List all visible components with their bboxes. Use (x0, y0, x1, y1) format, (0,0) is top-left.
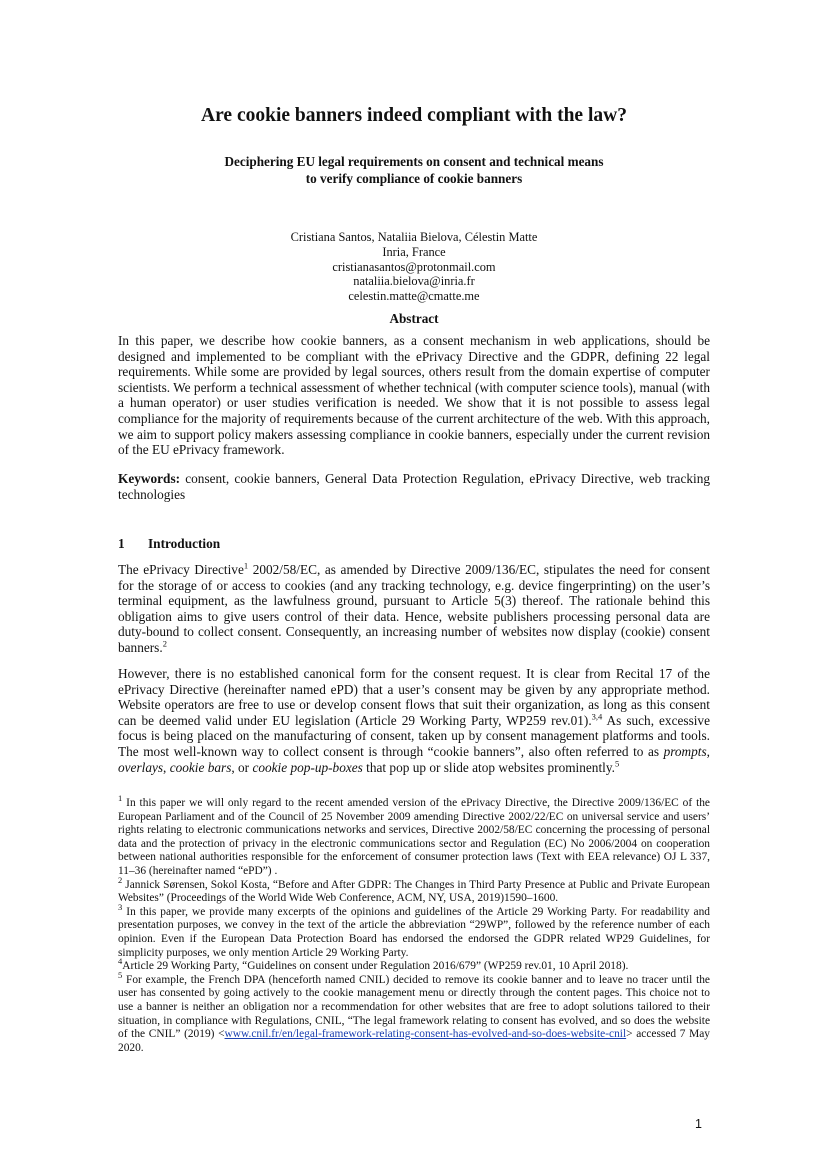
footnote-ref-5[interactable]: 5 (614, 758, 620, 769)
footnote-3-text: In this paper, we provide many excerpts of the opinions and guidelines of the Article 29 Working Party. For readability and presentation purposes, we convey in the text of the article the abbreviation “29WP”, followed by the reference number of each opinion. Even if the European Data Protection Board has endorsed the endorsed the GDPR related WP29 Guidelines, for simplicity purposes, we only mention Article 29 Working Party. (118, 905, 710, 959)
footnotes (118, 793, 710, 1055)
footnote-ref-2[interactable]: 2 (162, 638, 167, 649)
footnote-4-text: Article 29 Working Party, “Guidelines on consent under Regulation 2016/679” (WP259 rev.01, 10 April 2018). (122, 960, 629, 973)
footnote-1 (118, 793, 710, 879)
section-number: 1 (118, 536, 125, 551)
keywords (118, 471, 710, 502)
p2-text-c: that pop up or slide atop websites prominently. (362, 759, 615, 775)
footnote-4-number: 4 (118, 956, 123, 967)
section-heading-introduction (118, 536, 220, 552)
author-email-1: cristianasantos@protonmail.com (332, 259, 496, 274)
author-email-3: celestin.matte@cmatte.me (348, 289, 480, 304)
footnote-4 (118, 956, 710, 974)
p2-text-b: As such, excessive focus is being placed on the manufacturing of consent, taken up by consent management platforms and tools. The most well-known way to collect consent is through “cookie banners”, also often referred to as (118, 712, 710, 759)
footnote-2 (118, 874, 710, 906)
keywords-text: consent, cookie banners, General Data Protection Regulation, ePrivacy Directive, web tracking technologies (118, 471, 710, 502)
footnote-2-text: Jannick Sørensen, Sokol Kosta, “Before and After GDPR: The Changes in Third Party Presence at Public and Private European Websites” (Proceedings of the World Wide Web Conference, ACM, NY, USA, 2019)1590–1600. (118, 878, 710, 905)
footnote-5-number: 5 (118, 969, 123, 980)
footnote-1-text: In this paper we will only regard to the recent amended version of the ePrivacy Directive, the Directive 2009/136/EC of the European Parliament and of the Council of 25 November 2009 amending Directive 2002/22/EC on universal service and users’ rights relating to electronic communications networks and services, Directive 2002/58/EC concerning the processing of personal data and the protection of privacy in the electronic communications sector and Regulation (EC) No 2006/2004 on cooperation between national authorities responsible for the enforcement of consumer protection laws (Text with EEA relevance) OJ L 337, 11–36 (hereinafter named “ePD”) . (118, 797, 710, 877)
p1-text-a: The ePrivacy Directive (118, 562, 244, 577)
footnote-1-number: 1 (118, 793, 123, 804)
author-email-2: nataliia.bielova@inria.fr (353, 274, 475, 289)
footnote-2-number: 2 (118, 874, 123, 885)
footnote-ref-1[interactable]: 1 (243, 560, 249, 571)
page-number: 1 (695, 1117, 702, 1131)
subtitle-line-2: to verify compliance of cookie banners (305, 170, 523, 186)
footnote-5-text: For example, the French DPA (henceforth named CNIL) decided to remove its cookie banner and to leave no tracer until the user has consented by going actively to the cookie management menu or directly through the content pages. This choice not to use a banner is neither an obligation nor a recommendation for other websites that are free to adopt solutions tailored to their situation, in compliance with Regulations, CNIL, “The legal framework relating to consent has evolved, and so does the website of the CNIL” (2019) < (118, 973, 710, 1041)
paper-title: Are cookie banners indeed compliant with the law? (201, 105, 627, 126)
footnote-5-tail: > accessed 7 May 2020. (118, 1028, 710, 1054)
p2-italic-cookie-bars: cookie bars (169, 759, 232, 775)
footnote-5 (118, 969, 710, 1056)
footnote-3-number: 3 (118, 901, 123, 912)
author-block (0, 230, 828, 304)
p2-italic-overlays: overlays (118, 759, 164, 775)
p1-text-b: 2002/58/EC, as amended by Directive 2009/136/EC, stipulates the need for consent for the storage of or access to cookies (and any tracking technology, e.g. device fingerprinting) on the user’s terminal equipment, as the lawfulness ground, pursuant to Article 5(3) thereof. The rationale behind this obligation aims to give users control of their data. Hence, website publishers processing personal data are duty-bound to collect consent. Consequently, an increasing number of websites now display (cookie) consent banners. (118, 562, 711, 655)
abstract-heading: Abstract (389, 311, 439, 326)
abstract-text: In this paper, we describe how cookie banners, as a consent mechanism in web applications, should be designed and implemented to be compliant with the ePrivacy Directive and the GDPR, defining 22 legal requirements. While some are provided by legal sources, others result from the domain expertise of computer scientists. We perform a technical assessment of whether technical (with computer science tools), manual (with a human operator) or user studies verification is needed. We show that it is not possible to assess legal compliance for the majority of requirements because of the current architecture of the web. With this approach, we aim to support policy makers assessing compliance in cookie banners, especially under the current revision of the EU ePrivacy framework. (118, 333, 710, 458)
footnote-3 (118, 901, 710, 960)
p2-text-a: However, there is no established canonical form for the consent request. It is clear from Recital 17 of the ePrivacy Directive (hereinafter named ePD) that a user’s consent may be given by any appropriate method. Website operators are free to use or develop consent flows that suit their organization, as long as this consent can be deemed valid under EU legislation (Article 29 Working Party, WP259 rev.01). (118, 666, 710, 728)
author-names: Cristiana Santos, Nataliia Bielova, Célestin Matte (290, 230, 538, 244)
section-title: Introduction (148, 536, 221, 551)
footnote-ref-3-4[interactable]: 3,4 (591, 711, 603, 722)
paper-subtitle (0, 154, 828, 187)
intro-paragraph-2 (118, 666, 710, 775)
subtitle-line-1: Deciphering EU legal requirements on consent and technical means (224, 154, 604, 169)
p2-sep-1: , (706, 743, 710, 759)
footnote-5-link[interactable]: www.cnil.fr/en/legal-framework-relating-consent-has-evolved-and-so-does-website-cnil (224, 1028, 627, 1041)
keywords-label: Keywords: (118, 471, 181, 486)
p2-sep-2: , (163, 759, 170, 775)
intro-paragraph-1 (118, 562, 710, 656)
p2-sep-3: , or (231, 759, 253, 775)
p2-italic-pop-up-boxes: cookie pop-up-boxes (252, 759, 363, 775)
author-affiliation: Inria, France (382, 244, 446, 259)
p2-italic-prompts: prompts (663, 743, 707, 759)
